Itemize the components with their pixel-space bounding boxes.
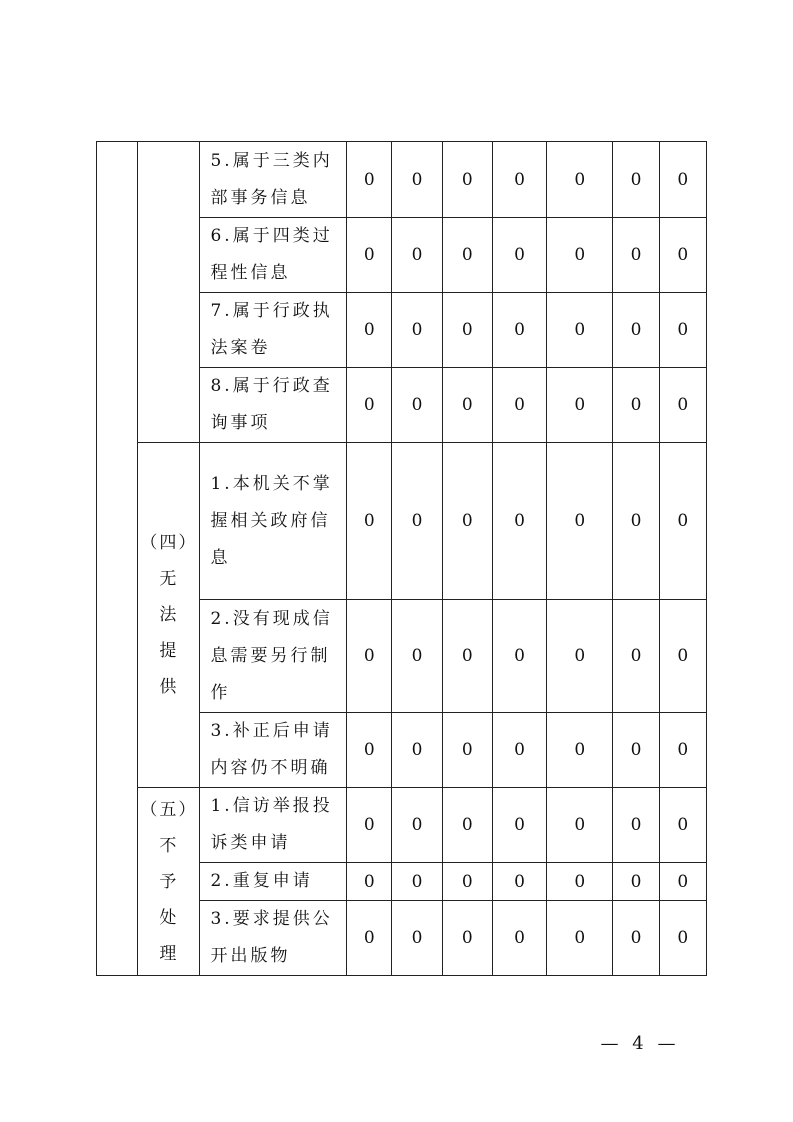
value-cell: 0 xyxy=(492,863,546,901)
value-cell: 0 xyxy=(547,863,613,901)
value-cell: 0 xyxy=(613,600,659,713)
value-cell: 0 xyxy=(442,142,492,218)
value-cell: 0 xyxy=(613,788,659,863)
value-cell: 0 xyxy=(392,443,442,600)
value-cell: 0 xyxy=(442,600,492,713)
value-cell: 0 xyxy=(347,218,392,293)
value-cell: 0 xyxy=(347,863,392,901)
value-cell: 0 xyxy=(347,600,392,713)
value-cell: 0 xyxy=(659,293,706,368)
value-cell: 0 xyxy=(547,443,613,600)
category-5-line: 予 xyxy=(159,871,179,892)
value-cell: 0 xyxy=(613,863,659,901)
value-cell: 0 xyxy=(392,901,442,976)
value-cell: 0 xyxy=(492,600,546,713)
row-item-label: 6.属于四类过程性信息 xyxy=(200,218,347,293)
value-cell: 0 xyxy=(442,863,492,901)
value-cell: 0 xyxy=(442,901,492,976)
value-cell: 0 xyxy=(613,142,659,218)
outer-category-cell xyxy=(97,142,138,976)
value-cell: 0 xyxy=(659,142,706,218)
value-cell: 0 xyxy=(442,218,492,293)
value-cell: 0 xyxy=(659,368,706,443)
value-cell: 0 xyxy=(442,713,492,788)
value-cell: 0 xyxy=(392,600,442,713)
value-cell: 0 xyxy=(492,218,546,293)
value-cell: 0 xyxy=(659,901,706,976)
category-5-line: 处 xyxy=(159,907,179,928)
value-cell: 0 xyxy=(392,788,442,863)
page-number: — 4 — xyxy=(600,1033,680,1054)
category-4-line: 无 xyxy=(159,569,179,589)
value-cell: 0 xyxy=(547,713,613,788)
row-item-label: 3.要求提供公开出版物 xyxy=(200,901,347,976)
value-cell: 0 xyxy=(347,443,392,600)
value-cell: 0 xyxy=(347,368,392,443)
value-cell: 0 xyxy=(613,901,659,976)
category-5-cell xyxy=(138,788,200,976)
value-cell: 0 xyxy=(492,142,546,218)
value-cell: 0 xyxy=(547,218,613,293)
row-item-label: 1.本机关不掌握相关政府信息 xyxy=(200,443,347,600)
category-3-continued-cell xyxy=(138,142,200,443)
table-row xyxy=(97,788,707,863)
value-cell: 0 xyxy=(659,600,706,713)
row-item-label: 2.重复申请 xyxy=(200,863,347,901)
table-row xyxy=(97,443,707,600)
value-cell: 0 xyxy=(659,713,706,788)
value-cell: 0 xyxy=(547,788,613,863)
value-cell: 0 xyxy=(613,368,659,443)
row-item-label: 1.信访举报投诉类申请 xyxy=(200,788,347,863)
value-cell: 0 xyxy=(347,142,392,218)
value-cell: 0 xyxy=(613,713,659,788)
value-cell: 0 xyxy=(442,788,492,863)
category-4-line: 供 xyxy=(159,677,179,697)
value-cell: 0 xyxy=(442,368,492,443)
value-cell: 0 xyxy=(392,218,442,293)
row-item-label: 2.没有现成信息需要另行制作 xyxy=(200,600,347,713)
value-cell: 0 xyxy=(492,788,546,863)
statistics-table xyxy=(96,141,707,976)
category-4-line: （四） xyxy=(140,533,198,553)
value-cell: 0 xyxy=(442,293,492,368)
value-cell: 0 xyxy=(392,142,442,218)
value-cell: 0 xyxy=(492,293,546,368)
value-cell: 0 xyxy=(392,863,442,901)
value-cell: 0 xyxy=(392,368,442,443)
value-cell: 0 xyxy=(613,443,659,600)
value-cell: 0 xyxy=(547,600,613,713)
value-cell: 0 xyxy=(347,713,392,788)
value-cell: 0 xyxy=(442,443,492,600)
value-cell: 0 xyxy=(659,218,706,293)
table-row xyxy=(97,142,707,218)
row-item-label: 3.补正后申请内容仍不明确 xyxy=(200,713,347,788)
category-4-cell xyxy=(138,443,200,788)
value-cell: 0 xyxy=(547,901,613,976)
value-cell: 0 xyxy=(659,863,706,901)
category-5-line: 理 xyxy=(159,943,179,964)
value-cell: 0 xyxy=(547,368,613,443)
value-cell: 0 xyxy=(547,142,613,218)
category-5-line: 不 xyxy=(159,835,179,856)
row-item-label: 5.属于三类内部事务信息 xyxy=(200,142,347,218)
category-5-line: （五） xyxy=(140,799,198,820)
value-cell: 0 xyxy=(347,788,392,863)
category-4-line: 法 xyxy=(159,605,179,625)
value-cell: 0 xyxy=(613,218,659,293)
value-cell: 0 xyxy=(547,293,613,368)
category-4-line: 提 xyxy=(159,641,179,661)
value-cell: 0 xyxy=(492,901,546,976)
value-cell: 0 xyxy=(613,293,659,368)
value-cell: 0 xyxy=(492,443,546,600)
value-cell: 0 xyxy=(347,293,392,368)
value-cell: 0 xyxy=(492,713,546,788)
value-cell: 0 xyxy=(659,788,706,863)
value-cell: 0 xyxy=(492,368,546,443)
row-item-label: 8.属于行政查询事项 xyxy=(200,368,347,443)
row-item-label: 7.属于行政执法案卷 xyxy=(200,293,347,368)
value-cell: 0 xyxy=(392,293,442,368)
value-cell: 0 xyxy=(659,443,706,600)
value-cell: 0 xyxy=(392,713,442,788)
value-cell: 0 xyxy=(347,901,392,976)
